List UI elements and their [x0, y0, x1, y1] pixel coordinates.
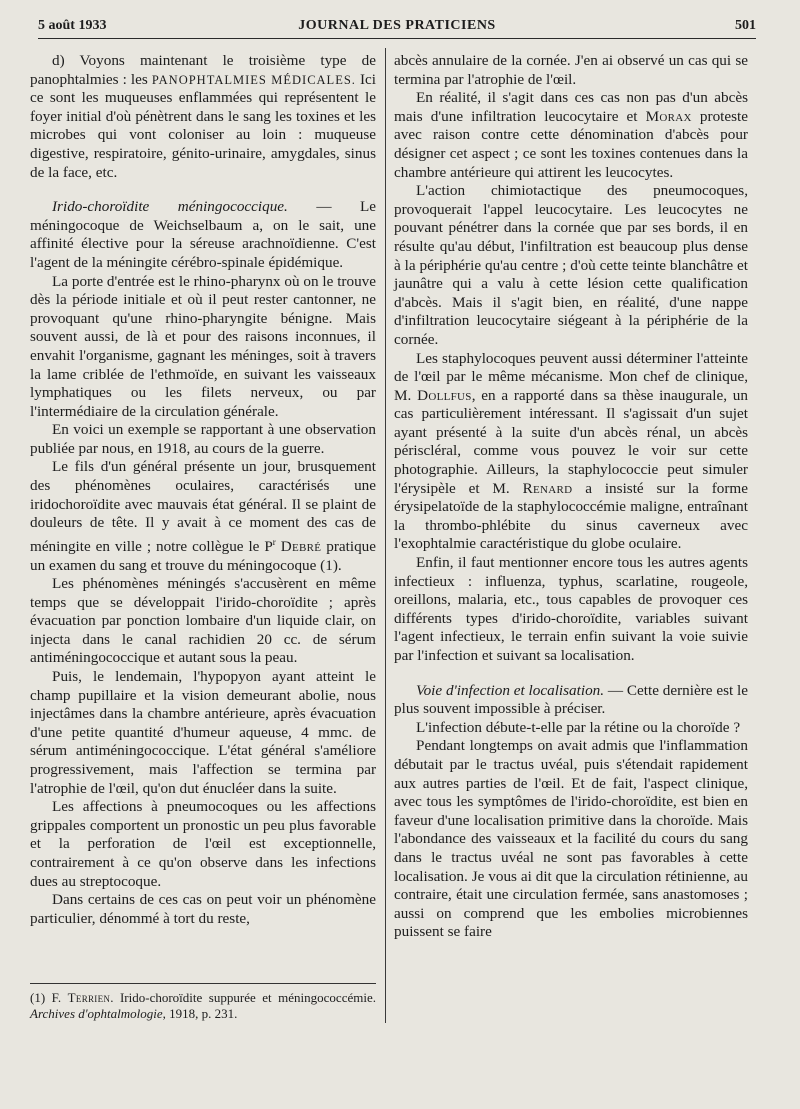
left-column: [30, 52, 376, 928]
paragraph: Les phénomènes méningés s'accusèrent en même temps que se développait l'irido-choroïdite ; après évacuation par ponction lombaire d'un liquide clair, on injecta dans le canal rachidien 20 cc. de sérum antiméningococcique et autant sous la peau.: [30, 575, 376, 667]
paragraph: En réalité, il s'agit dans ces cas non pas d'un abcès mais d'une infiltration leucocytaire et Morax proteste avec raison contre cette dénomination d'abcès pour désigner cet aspect ; ce sont les toxines contenues dans la chambre antérieure qui attirent les leucocytes.: [394, 89, 749, 181]
paragraph: abcès annulaire de la cornée. J'en ai observé un cas qui se termina par l'atrophie de l'œil.: [394, 52, 748, 88]
paragraph: L'action chimiotactique des pneumocoques, provoquerait l'appel leucocytaire. Les leucocytes ne pouvant pénétrer dans la cornée que par ses bords, il en résulte qu'au début, l'infiltration est beaucoup plus dense à la périphérie qu'au centre ; d'où cette teinte blanchâtre et jaunâtre qui a valu à cette lésion cette qualification d'abcès. Mais il s'agit bien, en réalité, d'une nappe d'infiltration leucocytaire siégeant à la périphérie de la cornée.: [394, 182, 748, 348]
paragraph: La porte d'entrée est le rhino-pharynx où on le trouve dès la période initiale et où il peut rester cantonner, ne provoquant qu'une rhino-pharyngite bénigne. Mais souvent aussi, de là et pour des raisons inconnues, il envahit l'organisme, gagnant les méninges, soit à travers la lame criblée de l'ethmoïde, en suivant les vaisseaux lymphatiques ou les filets nerveux, ou par l'intermédiaire de la circulation générale.: [30, 272, 376, 420]
footnote: (1) F. Terrien. Irido-choroïdite suppurée et méningococcémie. Archives d'ophtalmologie, 1918, p. 231.: [30, 983, 376, 1022]
page-number: 501: [735, 18, 756, 33]
paragraph: Les staphylocoques peuvent aussi déterminer l'atteinte de l'œil par le même mécanisme. Mon chef de clinique, M. Dollfus, en a rapporté dans sa thèse inaugurale, un cas particulièrement intéressant. Il s'agissait d'un sujet ayant présenté à la suite d'un abcès rénal, un abcès périscléral, comme vous pouvez le voir sur cette photographie. Ailleurs, la staphylococcie peut simuler l'érysipèle et M. Renard a insisté sur la forme érysipelatoïde de la staphylococcémie maligne, entraînant la thrombo-phlébite du sinus caverneux avec l'exophtalmie caractéristique du globe oculaire.: [394, 349, 748, 553]
issue-date: 5 août 1933: [38, 18, 107, 33]
journal-title: JOURNAL DES PRATICIENS: [298, 18, 496, 33]
running-header: [38, 16, 756, 39]
paragraph: d) Voyons maintenant le troisième type de panophtalmies : les PANOPHTALMIES MÉDICALES. Ici ce sont les muqueuses enflammées qui représentent le foyer initial d'où pénètrent dans le sang les toxines et les microbes qui vont coloniser au loin : muqueuse digestive, respiratoire, génito-urinaire, amygdales, sinus de la face, etc.: [30, 52, 376, 181]
paragraph: Puis, le lendemain, l'hypopyon ayant atteint le champ pupillaire et la vision demeurant abolie, nous injectâmes dans la chambre antérieure, après évacuation d'une petite quantité d'humeur aqueuse, 4 mmc. de sérum antiméningococcique. L'état général s'améliore progressivement, mais l'affection se termina par l'atrophie de l'œil, qu'on dut énucléer dans la suite.: [30, 668, 376, 797]
paragraph: L'infection débute-t-elle par la rétine ou la choroïde ?: [416, 718, 741, 736]
column-divider: [385, 48, 386, 1023]
paragraph: Le fils d'un général présente un jour, brusquement des phénomènes oculaires, caractérisés une iridochoroïdite avec mauvais état général. Il se plaint de douleurs de tête. Il y avait à ce moment des cas de méningite en ville ; notre collègue le $P^r$ Debré pratique un examen du sang et trouve du méningocoque (1).: [30, 458, 376, 574]
right-column: [394, 52, 748, 942]
paragraph: Pendant longtemps on avait admis que l'inflammation débutait par le tractus uvéal, puis s'étendait rapidement aux autres parties de l'œil. Et de fait, l'aspect clinique, avec tous les symptômes de l'irido-choroïdite, est bien en faveur d'une localisation primitive dans la choroïde. Mais l'abondance des vaisseaux et la facilité du cours du sang dans le tractus uvéal ne sont pas favorables à cette localisation. Je vous ai dit que la circulation rétinienne, au contraire, était une circulation fermée, sans anastomoses ; aussi on comprend que les embolies microbiennes puissent se faire: [394, 737, 748, 941]
section-heading: Irido-choroïdite méningococcique.: [52, 198, 288, 216]
paragraph: Les affections à pneumocoques ou les affections grippales comportent un pronostic un peu plus favorable et la perforation de l'œil est exceptionnelle, contrairement à ce qu'on observe dans les infections dues au streptocoque.: [30, 798, 376, 890]
section-meningococcique: Irido-choroïdite méningococcique. — Le méningocoque de Weichselbaum a, on le sait, une affinité élective pour la séreuse arachnoïdienne. C'est l'agent de la méningite cérébro-spinale épidémique.: [30, 198, 376, 271]
paragraph: Enfin, il faut mentionner encore tous les autres agents infectieux : influenza, typhus, scarlatine, rougeole, oreillons, malaria, etc., tous capables de provoquer ces différents types d'irido-choroïdite, variables suivant l'agent infectieux, le terrain enfin suivant la voie suivie par l'infection et suivant sa localisation.: [394, 554, 748, 664]
section-voie-infection: Voie d'infection et localisation. — Cette dernière est le plus souvent impossible à préciser.: [394, 681, 748, 718]
section-heading: Voie d'infection et localisation.: [416, 681, 605, 699]
paragraph: Dans certains de ces cas on peut voir un phénomène particulier, dénommé à tort du reste,: [30, 891, 376, 927]
paragraph: En voici un exemple se rapportant à une observation publiée par nous, en 1918, au cours de la guerre.: [30, 421, 376, 457]
